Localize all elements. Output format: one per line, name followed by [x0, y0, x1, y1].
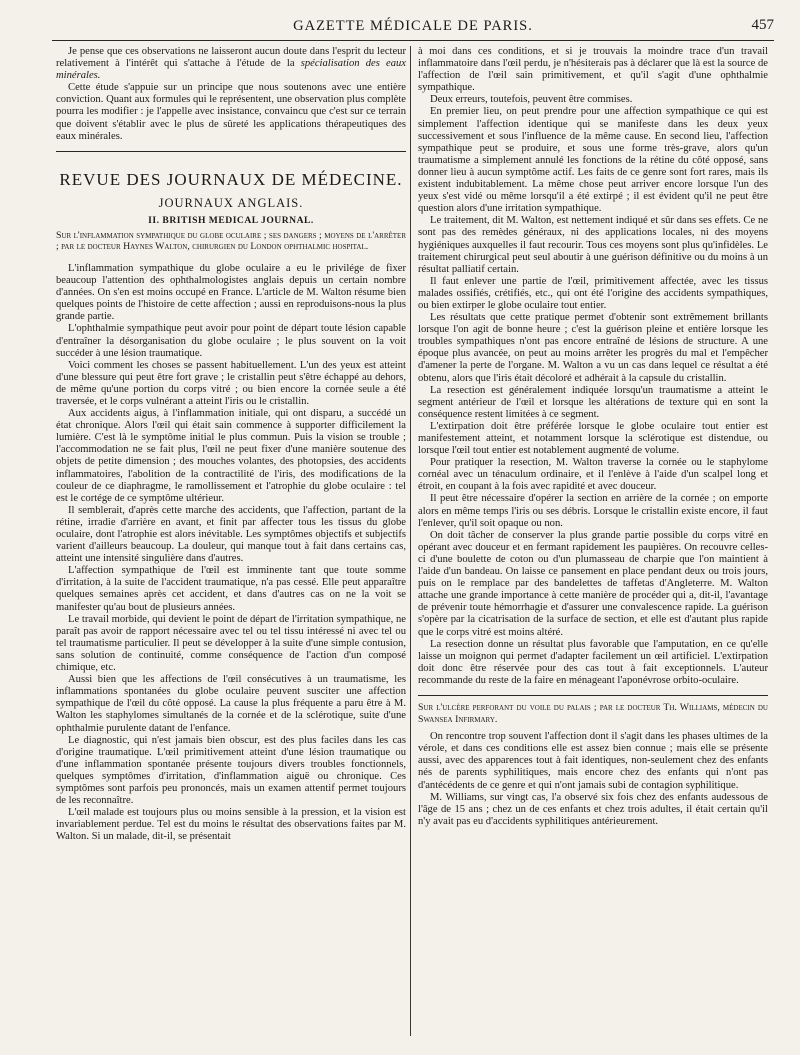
paragraph: Aux accidents aigus, à l'inflammation initiale, qui ont disparu, a succédé un état chronique. Alors l'œil qui était sain commence à supporter difficilement la lumière. C'est là le symptôme initial le plus commun. Puis la vision se trouble ; l'accommodation ne se fait plus, l'œil ne peut fixer d'une manière soutenue des objets de petite dimension ; des mouches volantes, des photopsies, des accidents inflammatoires, l'abolition de la contractilité de l'iris, des modifications de la couleur de ce diaphragme, le ramollissement et l'atrophie du globe oculaire : tel est le cortége de ce symptôme ultérieur.: [56, 408, 406, 504]
paragraph: M. Williams, sur vingt cas, l'a observé six fois chez des enfants audessous de l'âge de 15 ans ; chez un de ces enfants et chez trois adultes, il était certain qu'il n'y avait pas eu d'accidents syphilitiques antérieurement.: [418, 791, 768, 827]
page-number: 457: [751, 17, 774, 33]
article-heading-2: Sur l'ulcère perforant du voile du palais ; par le docteur Th. Williams, médecin du Swansea Infirmary.: [418, 701, 768, 725]
paragraph: Deux erreurs, toutefois, peuvent être commises.: [430, 94, 633, 106]
paragraph: Voici comment les choses se passent habituellement. L'un des yeux est atteint d'une blessure qui peut être fort grave ; le cristallin peut s'être échappé au dehors, de même qu'une portion du corps vitré ; ou bien encore la cornée seule a été traversée, et le corps vulnérant a atteint l'iris ou le cristallin.: [56, 359, 406, 407]
paragraph: Il peut être nécessaire d'opérer la section en arrière de la cornée ; on emporte alors en même temps l'iris ou ses débris. Lorsque le cristallin existe encore, il faut l'enlever, qu'il soit opaque ou non.: [418, 493, 768, 529]
paragraph: En premier lieu, on peut prendre pour une affection sympathique ce qui est simplement l'affection identique qui se manifeste dans les deux yeux successivement et sous l'influence de la même cause. En second lieu, l'affection sympathique peut se produire, et sous une forme très-grave, alors qu'un traumatisme a simplement annulé les fonctions de la rétine du côté opposé, sans donner lieu à aucun symptôme actif. Les faits de ce genre sont fort rares, mais ils existent indubitablement. La même chose peut arriver encore lorsque l'un des yeux s'est vidé ou même lorsqu'il a été extirpé ; il est évident qu'il ne peut être question alors d'une irritation sympathique.: [418, 106, 768, 215]
column-divider: [410, 46, 411, 1036]
paragraph: L'affection sympathique de l'œil est imminente tant que toute somme d'irritation, à la suite de l'accident traumatique, n'a pas cessé. Elle peut apparaître quelques semaines après cet accident, et dans d'autres cas on ne la voit se manifester qu'au bout de plusieurs années.: [56, 565, 406, 613]
paragraph: Le travail morbide, qui devient le point de départ de l'irritation sympathique, ne paraît pas avoir de rapport nécessaire avec tel ou tel tissu intéressé ni avec tel ou tel traumatisme particulier. Il peut se développer à la suite d'une simple contusion, sans solution de continuité, comme conséquence de l'action d'un composé chimique, etc.: [56, 613, 406, 674]
paragraph: L'inflammation sympathique du globe oculaire a eu le privilége de fixer beaucoup l'attention des ophthalmologistes anglais depuis un certain nombre d'années. On s'en est moins occupé en France. L'article de M. Walton résume bien quelques points de l'histoire de cette affection ; aussi en reproduisons-nous la plus grande partie.: [56, 262, 406, 323]
paragraph: L'œil malade est toujours plus ou moins sensible à la pression, et la vision est invariablement perdue. Tel est du moins le résultat des observations faites par M. Walton. Si un malade, dit-il, se présentait: [56, 807, 406, 843]
paragraph: L'ophthalmie sympathique peut avoir pour point de départ toute lésion capable d'entraîner la désorganisation du globe oculaire ; le plus souvent on la voit succéder à une lésion traumatique.: [56, 323, 406, 359]
journal-title: II. BRITISH MEDICAL JOURNAL.: [148, 214, 314, 226]
paragraph: La resection donne un résultat plus favorable que l'amputation, en ce qu'elle laisse un moignon qui permet d'adapter facilement un œil artificiel. L'extirpation doit donc être réservée pour des cas tout à fait exceptionnels. L'auteur recommande du reste de la faire en ménageant l'aponévrose orbito-oculaire.: [418, 638, 768, 686]
paragraph: On rencontre trop souvent l'affection dont il s'agit dans les phases ultimes de la vérole, et dans ces conditions elle est assez bien connue ; mais elle se présente aussi, avec des apparences tout à fait identiques, non-seulement chez des enfants nés de parents syphilitiques, mais encore chez des enfants qui n'ont pas d'antécédents de ce genre et qui n'ont jamais subi de contagion syphilitique.: [418, 731, 768, 791]
paragraph: Pour pratiquer la resection, M. Walton traverse la cornée ou le staphylome cornéal avec un ténaculum ordinaire, et il l'enlève à l'aide d'un scalpel long et étroit, en coupant à la fois avec rapidité et avec douceur.: [418, 457, 768, 493]
intro-text: Je pense que ces observations ne laisseront aucun doute dans l'esprit du lecteur relativement à l'intérêt qui s'attache à l'étude de la: [56, 46, 406, 70]
sub-title: JOURNAUX ANGLAIS.: [158, 195, 304, 210]
paragraph: Aussi bien que les affections de l'œil consécutives à un traumatisme, les inflammations spontanées du globe oculaire peuvent susciter une affection sympathique de l'œil du côté opposé. La cause la plus fréquente a paru être à M. Walton les staphylomes simultanés de la cornée et de la sclérotique, suite d'une ophthalmie purulente datant de l'enfance.: [56, 674, 406, 734]
paragraph: Il faut enlever une partie de l'œil, primitivement affectée, avec les tissus malades ossifiés, crétifiés, etc., qui ont été l'origine des accidents sympathiques, ou bien extirper le globe oculaire tout entier.: [418, 275, 768, 311]
intro-paragraph-1: [56, 46, 406, 82]
article-heading: Sur l'inflammation sympathique du globe oculaire ; ses dangers ; moyens de l'arrêter ; par le docteur Haynes Walton, chirurgien du London ophthalmic hospital.: [56, 229, 406, 253]
section-title: REVUE DES JOURNAUX DE MÉDECINE.: [59, 169, 403, 189]
intro-italic: spécialisation des eaux minérales.: [56, 58, 406, 82]
right-column: [418, 46, 768, 1036]
paragraph: Il semblerait, d'après cette marche des accidents, que l'affection, partant de la rétine, irradie d'arrière en avant, et finit par affecter tous les tissus du globe oculaire, dont l'atrophie est alors inévitable. Les symptômes objectifs et subjectifs varient d'ailleurs beaucoup. La douleur, qui manque tout à fait dans certains cas, atteint une intensité singulière dans d'autres.: [56, 504, 406, 565]
paragraph: L'extirpation doit être préférée lorsque le globe oculaire tout entier est manifestement atteint, et notamment lorsque la sclérotique est distendue, ou lorsque l'œil tout entier est notablement augmenté de volume.: [418, 420, 768, 457]
paragraph: La resection est généralement indiquée lorsqu'un traumatisme a atteint le segment antérieur de l'œil et lorsque les altérations de texture qui en sont la conséquence restent limitées à ce segment.: [418, 384, 768, 420]
article-rule: [418, 695, 768, 696]
running-title: GAZETTE MÉDICALE DE PARIS.: [293, 18, 533, 34]
paragraph: à moi dans ces conditions, et si je trouvais la moindre trace d'un travail inflammatoire dans l'œil perdu, je n'hésiterais pas à déclarer que là est la source de l'affection de l'œil sain primitivement, et qu'il s'agit d'une ophthalmie sympathique.: [418, 46, 768, 94]
intro-paragraph-2: Cette étude s'appuie sur un principe que nous soutenons avec une entière conviction. Quant aux formules qui le représentent, une observation plus complète pourra les modifier : je l'appelle avec insistance, convaincu que c'est sur ce terrain que doivent s'établir avec le plus de sûreté les applications thérapeutiques des eaux minérales.: [56, 82, 406, 142]
paragraph: Le diagnostic, qui n'est jamais bien obscur, est des plus faciles dans les cas d'origine traumatique. L'œil primitivement atteint d'une lésion traumatique ou d'une inflammation spontanée présente toujours divers troubles fonctionnels, quelques symptômes d'irritation, d'inflammation aiguë ou chronique. Ces symptômes sont parfois peu prononcés, mais un examen attentif permet toujours de les reconnaître.: [56, 734, 406, 807]
section-rule: [56, 151, 406, 152]
left-column: [56, 46, 406, 1036]
paragraph: Le traitement, dit M. Walton, est nettement indiqué et sûr dans ses effets. Ce ne sont pas des remèdes généraux, ni des applications locales, ni des moyens hygiéniques auxquelles il faut recourir. Tous ces moyens sont plus qu'infidèles. Le traitement chirurgical peut seul aboutir à une guérison définitive ou du moins à un résultat palliatif certain.: [418, 215, 768, 275]
paragraph: Les résultats que cette pratique permet d'obtenir sont extrêmement brillants lorsque l'on agit de bonne heure ; c'est la guérison pleine et entière lorsque les troubles sympathiques n'ont pas encore entraîné de lésions de structure. A une époque plus avancée, on peut au moins arrêter les progrès du mal et l'empêcher d'amener la perte de l'organe. M. Walton a vu un cas dans lequel ce résultat a été obtenu, alors que l'iris était décoloré et adhérait à la capsule du cristallin.: [418, 312, 768, 384]
page-header: [52, 14, 774, 41]
paragraph: On doit tâcher de conserver la plus grande partie possible du corps vitré en opérant avec douceur et en fermant rapidement les paupières. On recouvre celles-ci d'une boulette de coton ou d'un plumasseau de charpie que l'on maintient à l'aide d'un bandeau. On laisse ce pansement en place pendant deux ou trois jours, puis on le remplace par des bandelettes de taffetas d'Angleterre. M. Walton attache une grande importance à cette manière de procéder qui a, dit-il, l'avantage de prévenir toute hémorrhagie et d'assurer une convalescence rapide. La guérison s'opère par la cicatrisation de la surface de section, et elle est d'autant plus rapide que le corps vitré est moins altéré.: [418, 529, 768, 638]
